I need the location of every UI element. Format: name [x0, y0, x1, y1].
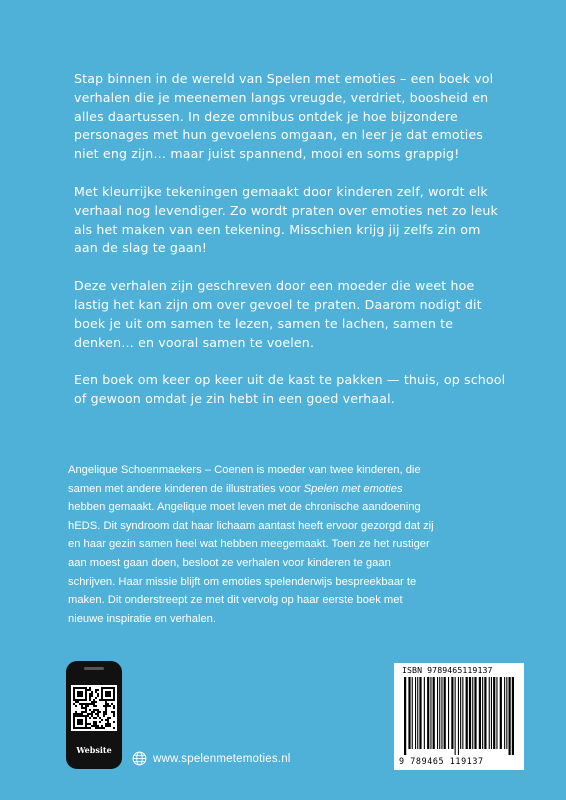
- qr-label: Website: [76, 745, 112, 755]
- isbn-number: ISBN 9789465119137: [402, 665, 493, 675]
- qr-code[interactable]: [71, 685, 117, 731]
- author-bio-text: [68, 461, 438, 628]
- globe-icon: [132, 751, 147, 766]
- author-bio: [68, 461, 438, 628]
- blurb-paragraph-3: Deze verhalen zijn geschreven door een moeder die weet hoe lastig het kan zijn om over gevoel te praten. Daarom nodigt dit boek je uit om samen te lezen, samen te lachen, samen te denken… en vooral samen te voelen.: [74, 278, 482, 350]
- phone-qr-graphic: [66, 661, 122, 769]
- blurb: [74, 70, 506, 428]
- blurb-paragraph-2: Met kleurrijke tekeningen gemaakt door kinderen zelf, wordt elk verhaal nog levendiger. Zo wordt praten over emoties net zo leuk als het maken van een tekening. Misschien krijg jij zelfs zin om aan de slag te gaan!: [74, 183, 498, 256]
- website-link[interactable]: [132, 751, 291, 766]
- blurb-paragraph-4: Een boek om keer op keer uit de kast te pakken — thuis, op school of gewoon omdat je zin hebt in een goed verhaal.: [74, 372, 506, 407]
- bio-text-end: hebben gemaakt. Angelique moet leven met de chronische aandoening hEDS. Dit syndroom dat haar lichaam aantast heeft ervoor gezorgd dat zij en haar gezin samen heel wat hebben meegemaakt. Toen ze het rustiger aan moest gaan doen, besloot ze verhalen voor kinderen te gaan schrijven. Haar missie blijft om emoties spelenderwijs bespreekbaar te maken. Dit onderstreept ze met dit vervolg op haar eerste boek met nieuwe inspiratie en verhalen.: [68, 501, 434, 625]
- website-url[interactable]: www.spelenmetemoties.nl: [153, 752, 291, 765]
- isbn-barcode: [394, 663, 524, 770]
- phone-speaker: [84, 667, 104, 670]
- book-title: Spelen met emoties: [303, 482, 403, 495]
- bio-text-start: Angelique Schoenmaekers – Coenen is moeder van twee kinderen, die samen met andere kinderen de illustraties voor: [68, 464, 421, 495]
- blurb-paragraph-1: Stap binnen in de wereld van Spelen met emoties – een boek vol verhalen die je meenemen langs vreugde, verdriet, boosheid en alles daartussen. In deze omnibus ontdek je hoe bijzondere personages met hun gevoelens omgaan, en leer je dat emoties niet eng zijn… maar juist spannend, mooi en soms grappig!: [74, 71, 494, 162]
- barcode-bars: [402, 677, 516, 757]
- barcode-digits: 9 789465 119137: [399, 756, 484, 766]
